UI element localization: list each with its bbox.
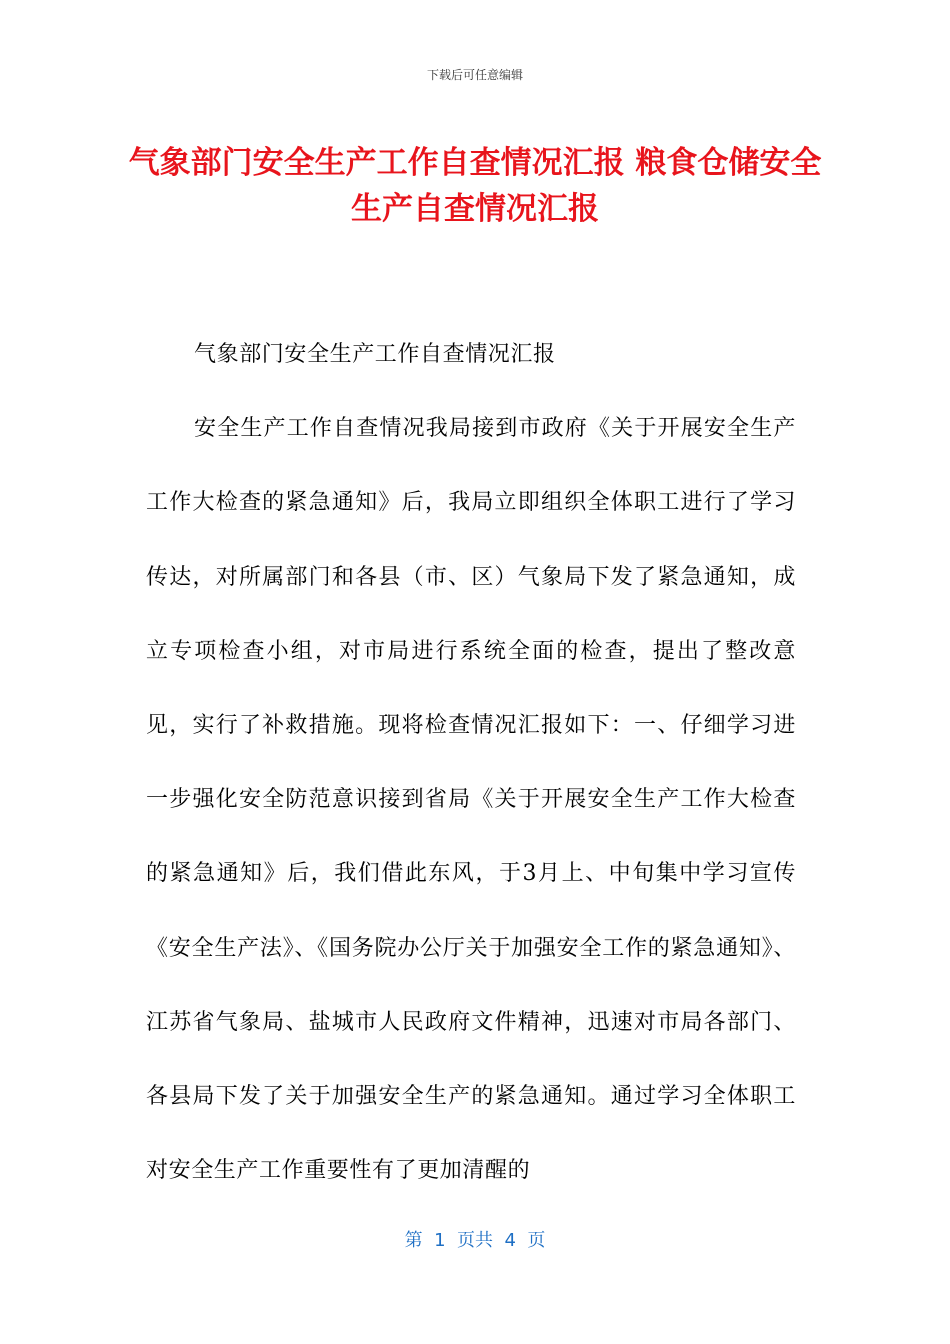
document-body (146, 318, 796, 1208)
paragraph-subtitle: 气象部门安全生产工作自查情况汇报 (194, 342, 556, 367)
document-title: 气象部门安全生产工作自查情况汇报 粮食仓储安全生产自查情况汇报 (128, 145, 822, 227)
paragraph-main: 安全生产工作自查情况我局接到市政府《关于开展安全生产工作大检查的紧急通知》后，我局立即组织全体职工进行了学习传达，对所属部门和各县（市、区）气象局下发了紧急通知，成立专项检查小组，对市局进行系统全面的检查，提出了整改意见，实行了补救措施。现将检查情况汇报如下：一、仔细学习进一步强化安全防范意识接到省局《关于开展安全生产工作大检查的紧急通知》后，我们借此东风，于3月上、中旬集中学习宣传《安全生产法》、《国务院办公厅关于加强安全工作的紧急通知》、江苏省气象局、盐城市人民政府文件精神，迅速对市局各部门、各县局下发了关于加强安全生产的紧急通知。通过学习全体职工对安全生产工作重要性有了更加清醒的 (146, 416, 796, 1184)
header-note: 下载后可任意编辑 (426, 68, 523, 82)
page-number-footer: 第 1 页共 4 页 (404, 1230, 546, 1251)
